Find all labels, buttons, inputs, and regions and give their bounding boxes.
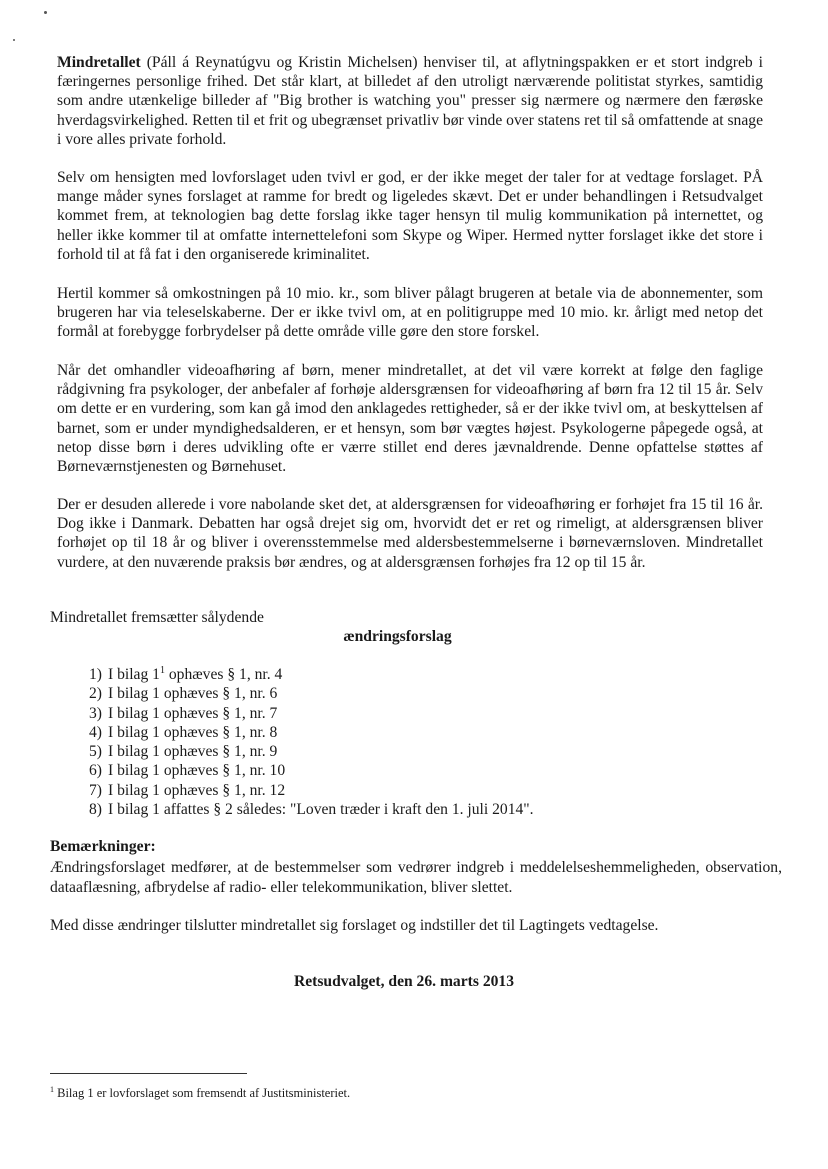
amendment-text: I bilag 1 ophæves § 1, nr. 9 xyxy=(108,743,278,761)
amendment-text: I bilag 1 ophæves § 1, nr. 7 xyxy=(108,704,278,722)
closing-statement: Med disse ændringer tilslutter mindretallet sig forslaget og indstiller det til Lagtingets vedtagelse. xyxy=(50,917,659,934)
amendment-heading: ændringsforslag xyxy=(343,628,452,645)
footnote-mark: 1 xyxy=(50,1085,54,1094)
paragraph-lead: Mindretallet xyxy=(57,54,141,71)
footnote xyxy=(50,1085,350,1101)
amendment-number: 4) xyxy=(89,723,102,741)
amendment-text: I bilag 1 ophæves § 1, nr. 12 xyxy=(108,781,286,799)
amendment-item xyxy=(75,742,534,761)
paragraph-text: Selv om hensigten med lovforslaget uden tvivl er god, er der ikke meget der taler for at vedtage forslaget. PÅ mange måder synes forslaget at ramme for bredt og ligeledes skævt. Det er under behandlingen i Retsudvalget kommet frem, at teknologien bag dette forslag ikke tager hensyn til mulig kommunikation på internettet, og heller ikke kommer til at omfatte internettelefoni som Skype og Wiper. Hermed nytter forslaget ikke det store i forhold til at få fat i den organiserede kriminalitet. xyxy=(57,169,763,263)
amendment-text: I bilag 1 ophæves § 1, nr. 6 xyxy=(108,685,278,703)
amendment-item xyxy=(75,723,534,742)
amendment-list xyxy=(75,665,534,819)
remarks-text: Ændringsforslaget medfører, at de bestemmelser som vedrører indgreb i meddelelseshemmeligheden, observation, dataaflæsning, afbrydelse af radio- eller telekommunikation, bliver slettet. xyxy=(50,859,782,896)
paragraph-costs xyxy=(57,284,763,342)
amendment-item xyxy=(75,704,534,723)
amendment-text: I bilag 1 ophæves § 1, nr. 10 xyxy=(108,762,286,780)
amendment-number: 2) xyxy=(89,685,102,703)
intro-line: Mindretallet fremsætter sålydende xyxy=(50,609,264,626)
amendment-number: 8) xyxy=(89,801,102,819)
amendment-item xyxy=(75,665,534,684)
amendment-text: I bilag 1 affattes § 2 således: "Loven træder i kraft den 1. juli 2014". xyxy=(108,801,534,819)
footnote-ref[interactable]: 1 xyxy=(159,664,165,676)
footnote-divider xyxy=(50,1073,247,1074)
scan-speck xyxy=(44,11,47,14)
paragraph-text: Hertil kommer så omkostningen på 10 mio. kr., som bliver pålagt brugeren at betale via de abonnementer, som brugeren har via teleselskaberne. Der er ikke tvivl om, at en politigruppe med 10 mio. kr. årligt med netop det formål at forebygge forbrydelser på dette område ville gøre den store forskel. xyxy=(57,285,763,341)
footnote-text: Bilag 1 er lovforslaget som fremsendt af Justitsministeriet. xyxy=(57,1086,351,1101)
paragraph-minority-intro xyxy=(57,53,763,149)
amendment-item xyxy=(75,800,534,819)
paragraph-text: Der er desuden allerede i vore nabolande sket det, at aldersgrænsen for videoafhøring er forhøjet fra 15 til 16 år. Dog ikke i Danmark. Debatten har også drejet sig om, hvorvidt det er ret og rimeligt, at aldersgrænsen bliver forhøjet op til 18 år og bliver i overensstemmelse med aldersbestemmelserne i børneværnsloven. Mindretallet vurdere, at den nuværende praksis bør ændres, og at aldersgrænsen forhøjes fra 12 op til 15 år. xyxy=(57,496,763,571)
paragraph-intent xyxy=(57,168,763,264)
amendment-number: 3) xyxy=(89,704,102,722)
scan-speck xyxy=(13,39,15,41)
signature-line: Retsudvalget, den 26. marts 2013 xyxy=(293,973,515,990)
amendment-number: 5) xyxy=(89,743,102,761)
amendment-item xyxy=(75,761,534,780)
paragraph-text: (Páll á Reynatúgvu og Kristin Michelsen) henviser til, at aflytningspakken er et stort indgreb i færingernes personlige frihed. Det står klart, at billedet af den utroligt nærværende politistat styrkes, samtidig som andre utænkelige billeder af "Big brother is watching you" presser sig nærmere og nærmere den færøske hverdagsvirkelighed. Retten til et frit og ubegrænset privatliv bør vinde over statens ret til så omfattende at snage i vore alles private forhold. xyxy=(57,54,763,148)
paragraph-video-interview xyxy=(57,361,763,476)
amendment-text: I bilag $1^1$ ophæves § 1, nr. 4 xyxy=(108,664,283,683)
paragraph-text: Når det omhandler videoafhøring af børn, mener mindretallet, at det vil være korrekt at følge den faglige rådgivning fra psykologer, der anbefaler af forhøje aldersgrænsen for videoafhøring af børn fra 12 til 15 år. Selv om dette er en vurdering, som kan gå imod den anklagedes rettigheder, så er der ikke tvivl om, at beskyttelsen af barnet, som er under myndighedsalderen, er et hensyn, som bør vægtes højest. Psykologerne påpegede også, at netop disse børn i deres udvikling ofte er værre stillet end deres jævnaldrende. Denne opfattelse støttes af Børneværnstjenesten og Børnehuset. xyxy=(57,362,763,476)
amendment-item xyxy=(75,684,534,703)
paragraph-age-limit xyxy=(57,495,763,572)
amendment-number: 7) xyxy=(89,781,102,799)
amendment-text: I bilag 1 ophæves § 1, nr. 8 xyxy=(108,723,278,741)
amendment-number: 1) xyxy=(89,666,102,683)
amendment-number: 6) xyxy=(89,762,102,780)
amendment-item xyxy=(75,781,534,800)
remarks-title: Bemærkninger: xyxy=(50,838,156,855)
